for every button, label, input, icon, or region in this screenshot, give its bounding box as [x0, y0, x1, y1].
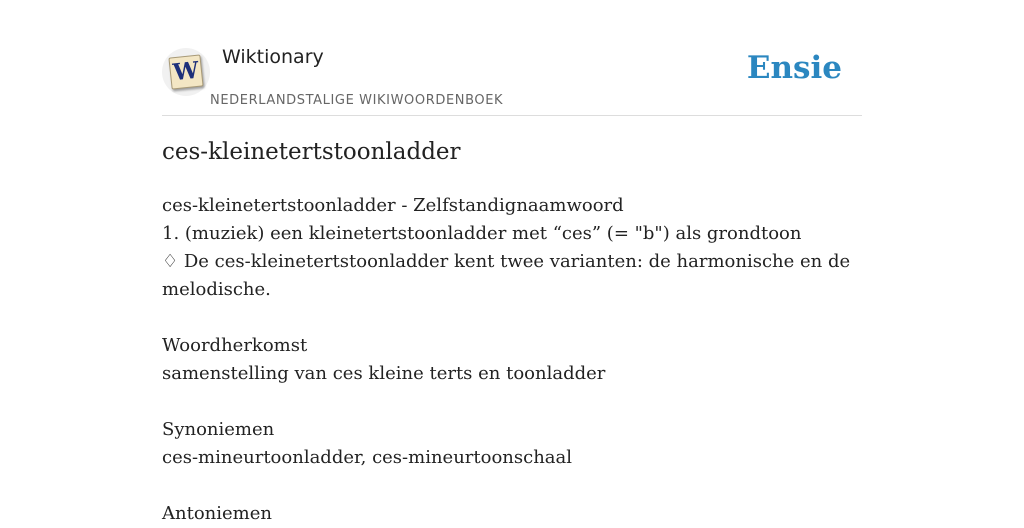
ensie-brand-link[interactable]: Ensie: [746, 50, 842, 86]
logo-letter: W: [171, 56, 201, 87]
etymology-text: samenstelling van ces kleine terts en toonladder: [162, 363, 606, 384]
section-spacer: [162, 388, 852, 416]
entry-content: [162, 192, 852, 528]
wiktionary-logo-icon[interactable]: [162, 48, 210, 96]
antonyms-heading: Antoniemen: [162, 503, 272, 524]
etymology-heading: Woordherkomst: [162, 335, 308, 356]
header-divider: [162, 115, 862, 116]
section-spacer: [162, 472, 852, 500]
synonyms-text: ces-mineurtoonladder, ces-mineurtoonschaal: [162, 447, 573, 468]
site-tagline: NEDERLANDSTALIGE WIKIWOORDENBOEK: [210, 93, 504, 108]
entry-definition: 1. (muziek) een kleinetertstoonladder met “ces” (= "b") als grondtoon: [162, 223, 802, 244]
page-title: ces-kleinetertstoonladder: [162, 139, 461, 165]
section-spacer: [162, 304, 852, 332]
entry-example: ♢ De ces-kleinetertstoonladder kent twee varianten: de harmonische en de melodische.: [162, 251, 851, 300]
site-name[interactable]: Wiktionary: [222, 46, 324, 68]
site-header: [162, 46, 862, 116]
synonyms-heading: Synoniemen: [162, 419, 275, 440]
entry-headline: ces-kleinetertstoonladder - Zelfstandignaamwoord: [162, 195, 624, 216]
logo-tile: [168, 54, 203, 89]
